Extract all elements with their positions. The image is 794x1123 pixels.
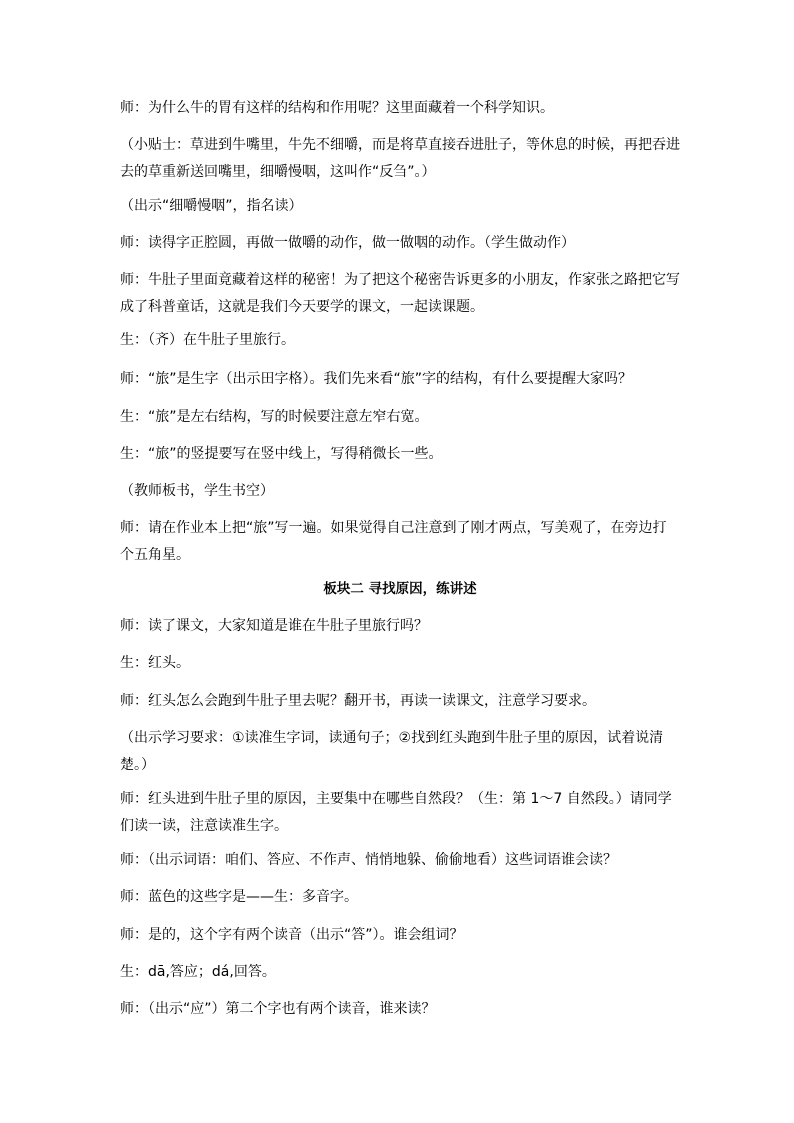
paragraph-7: 师：“旅”是生字（出示田字格）。我们先来看“旅”字的结构，有什么要提醒大家吗？: [120, 371, 633, 387]
paragraph-14: 师：红头怎么会跑到牛肚子里去呢？翻开书，再读一读课文，注意学习要求。: [120, 693, 596, 709]
paragraph-17: 师：（出示词语：咱们、答应、不作声、悄悄地躲、偷偷地看）这些词语谁会读？: [120, 852, 617, 868]
paragraph-8: 生：“旅”是左右结构，写的时候要注意左窄右宽。: [120, 409, 429, 425]
paragraph-13: 生：红头。: [120, 655, 190, 671]
paragraph-16: 师：红头进到牛肚子里的原因，主要集中在哪些自然段？（生：第 1～7 自然段。）请同学们读一读，注意读准生字。: [120, 791, 672, 834]
paragraph-20: 生：dā,答应；dá,回答。: [120, 964, 276, 980]
paragraph-3: （出示“细嚼慢咽”，指名读）: [120, 198, 303, 214]
paragraph-19: 师：是的，这个字有两个读音（出示“答”）。谁会组词？: [120, 927, 464, 943]
paragraph-2: （小贴士：草进到牛嘴里，牛先不细嚼，而是将草直接吞进肚子，等休息的时候，再把吞进去的草重新送回嘴里，细嚼慢咽，这叫作“反刍”。）: [120, 137, 680, 180]
paragraph-18: 师：蓝色的这些字是——生：多音字。: [120, 889, 358, 905]
paragraph-21: 师：（出示“应”）第二个字也有两个读音，谁来读？: [120, 1001, 436, 1017]
paragraph-11: 师：请在作业本上把“旅”写一遍。如果觉得自己注意到了刚才两点，写美观了，在旁边打个五角星。: [120, 520, 667, 563]
paragraph-12: 师：读了课文，大家知道是谁在牛肚子里旅行吗？: [120, 618, 428, 634]
paragraph-4: 师：读得字正腔圆，再做一做嚼的动作，做一做咽的动作。（学生做动作）: [120, 235, 575, 251]
paragraph-1: 师：为什么牛的胃有这样的结构和作用呢？这里面藏着一个科学知识。: [120, 100, 554, 116]
paragraph-6: 生：（齐）在牛肚子里旅行。: [120, 332, 295, 348]
section-heading: 板块二 寻找原因，练讲述: [323, 581, 477, 597]
paragraph-10: （教师板书，学生书空）: [120, 483, 274, 499]
paragraph-9: 生：“旅”的竖提要写在竖中线上，写得稍微长一些。: [120, 446, 443, 462]
paragraph-5: 师：牛肚子里面竟藏着这样的秘密！为了把这个秘密告诉更多的小朋友，作家张之路把它写成了科普童话，这就是我们今天要学的课文，一起读课题。: [120, 272, 680, 315]
paragraph-15: （出示学习要求：①读准生字词，读通句子；②找到红头跑到牛肚子里的原因，试着说清楚。）: [120, 730, 664, 773]
